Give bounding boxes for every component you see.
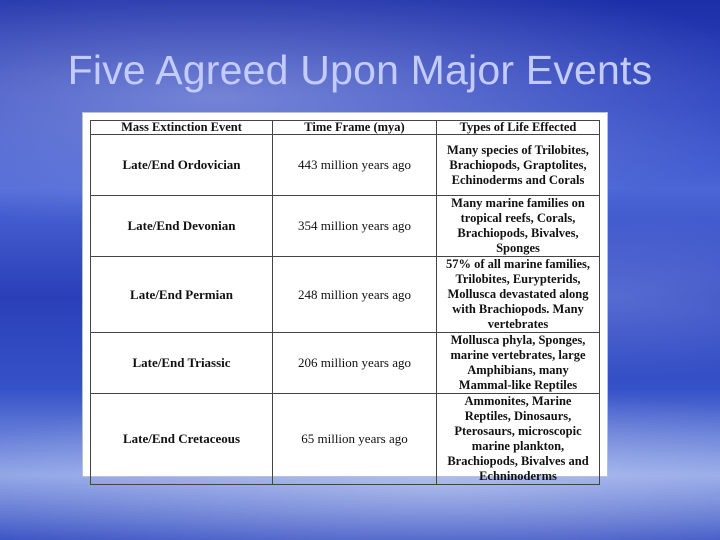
extinction-table-panel xyxy=(82,112,608,483)
event-cell: Late/End Permian xyxy=(91,257,273,333)
table-row xyxy=(91,257,600,333)
table-row xyxy=(91,394,600,485)
types-of-life-cell: Many species of Trilobites, Brachiopods, Graptolites, Echinoderms and Corals xyxy=(437,135,600,196)
extinction-table xyxy=(90,120,600,485)
slide-title: Five Agreed Upon Major Events xyxy=(67,47,653,93)
header-time-frame: Time Frame (mya) xyxy=(273,121,437,135)
event-cell: Late/End Cretaceous xyxy=(91,394,273,485)
table-row xyxy=(91,333,600,394)
time-frame-cell: 443 million years ago xyxy=(273,135,437,196)
table-row xyxy=(91,135,600,196)
event-cell: Late/End Ordovician xyxy=(91,135,273,196)
time-frame-cell: 206 million years ago xyxy=(273,333,437,394)
time-frame-cell: 354 million years ago xyxy=(273,196,437,257)
types-of-life-cell: Mollusca phyla, Sponges, marine vertebrates, large Amphibians, many Mammal-like Reptiles xyxy=(437,333,600,394)
time-frame-cell: 65 million years ago xyxy=(273,394,437,485)
event-cell: Late/End Triassic xyxy=(91,333,273,394)
types-of-life-cell: Ammonites, Marine Reptiles, Dinosaurs, Pterosaurs, microscopic marine plankton, Brachiopods, Bivalves and Echninoderms xyxy=(437,394,600,485)
time-frame-cell: 248 million years ago xyxy=(273,257,437,333)
header-mass-extinction-event: Mass Extinction Event xyxy=(91,121,273,135)
types-of-life-cell: 57% of all marine families, Trilobites, Eurypterids, Mollusca devastated along with Brachiopods. Many vertebrates xyxy=(437,257,600,333)
header-types-of-life: Types of Life Effected xyxy=(437,121,600,135)
table-row xyxy=(91,196,600,257)
event-cell: Late/End Devonian xyxy=(91,196,273,257)
types-of-life-cell: Many marine families on tropical reefs, Corals, Brachiopods, Bivalves, Sponges xyxy=(437,196,600,257)
table-header-row xyxy=(91,121,600,135)
